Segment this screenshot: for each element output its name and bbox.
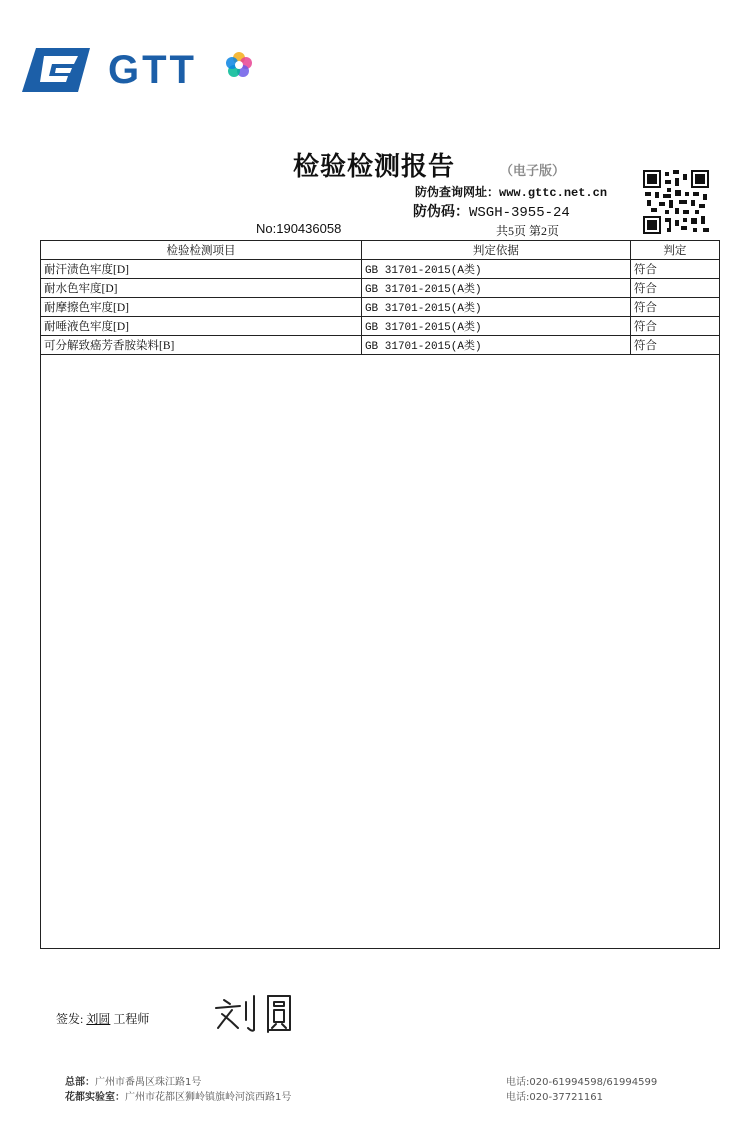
test-basis: GB 31701-2015(A类)	[361, 260, 630, 279]
verify-url-link[interactable]: www.gttc.net.cn	[499, 186, 608, 200]
table-row	[41, 317, 719, 336]
lab-address	[65, 1088, 291, 1103]
company-logo-text: GTT	[108, 48, 197, 92]
test-basis: GB 31701-2015(A类)	[361, 336, 630, 355]
lab-phone: 电话:020-37721161	[506, 1092, 603, 1103]
test-item: 耐水色牢度[D]	[41, 279, 361, 298]
test-verdict: 符合	[630, 260, 719, 279]
test-verdict: 符合	[630, 298, 719, 317]
qr-code-icon[interactable]	[643, 170, 709, 234]
hq-phone: 电话:020-61994598/61994599	[506, 1077, 658, 1088]
signer-role: 工程师	[113, 1012, 150, 1026]
test-item: 耐唾液色牢度[D]	[41, 317, 361, 336]
flower-logo-icon	[224, 50, 254, 80]
lab-label: 花都实验室：	[65, 1092, 125, 1103]
results-table-frame	[40, 240, 720, 949]
results-table	[41, 241, 719, 355]
table-header-row	[41, 241, 719, 260]
column-header-basis: 判定依据	[361, 241, 630, 260]
table-row	[41, 260, 719, 279]
test-item: 耐汗渍色牢度[D]	[41, 260, 361, 279]
verify-code-line	[413, 201, 570, 221]
test-verdict: 符合	[630, 279, 719, 298]
report-number-value: 190436058	[276, 221, 342, 236]
report-number	[256, 221, 341, 236]
test-verdict: 符合	[630, 336, 719, 355]
handwritten-signature	[210, 990, 300, 1036]
report-number-label: No:	[256, 221, 277, 236]
signer-row	[56, 1010, 149, 1027]
lab-address-text: 广州市花都区狮岭镇旗岭河滨西路1号	[125, 1092, 292, 1103]
page-info: 共5页 第2页	[496, 224, 560, 238]
column-header-verdict: 判定	[630, 241, 719, 260]
test-basis: GB 31701-2015(A类)	[361, 317, 630, 336]
table-row	[41, 336, 719, 355]
verify-url-line	[415, 183, 607, 200]
report-title: 检验检测报告	[293, 152, 456, 182]
signer-label: 签发:	[56, 1012, 84, 1026]
table-row	[41, 298, 719, 317]
column-header-item: 检验检测项目	[41, 241, 361, 260]
table-row	[41, 279, 719, 298]
signer-name: 刘圆	[86, 1012, 111, 1026]
hq-label: 总部：	[65, 1077, 95, 1088]
test-verdict: 符合	[630, 317, 719, 336]
gtt-logo-mark-icon	[22, 48, 90, 92]
verify-code-value: WSGH-3955-24	[469, 205, 570, 221]
test-basis: GB 31701-2015(A类)	[361, 298, 630, 317]
hq-address-text: 广州市番禺区珠江路1号	[95, 1077, 202, 1088]
test-basis: GB 31701-2015(A类)	[361, 279, 630, 298]
test-item: 可分解致癌芳香胺染料[B]	[41, 336, 361, 355]
hq-address	[65, 1073, 201, 1088]
test-item: 耐摩擦色牢度[D]	[41, 298, 361, 317]
verify-code-label: 防伪码：	[413, 204, 469, 220]
verify-url-label: 防伪查询网址：	[415, 185, 500, 199]
edition-tag: （电子版）	[500, 164, 566, 179]
